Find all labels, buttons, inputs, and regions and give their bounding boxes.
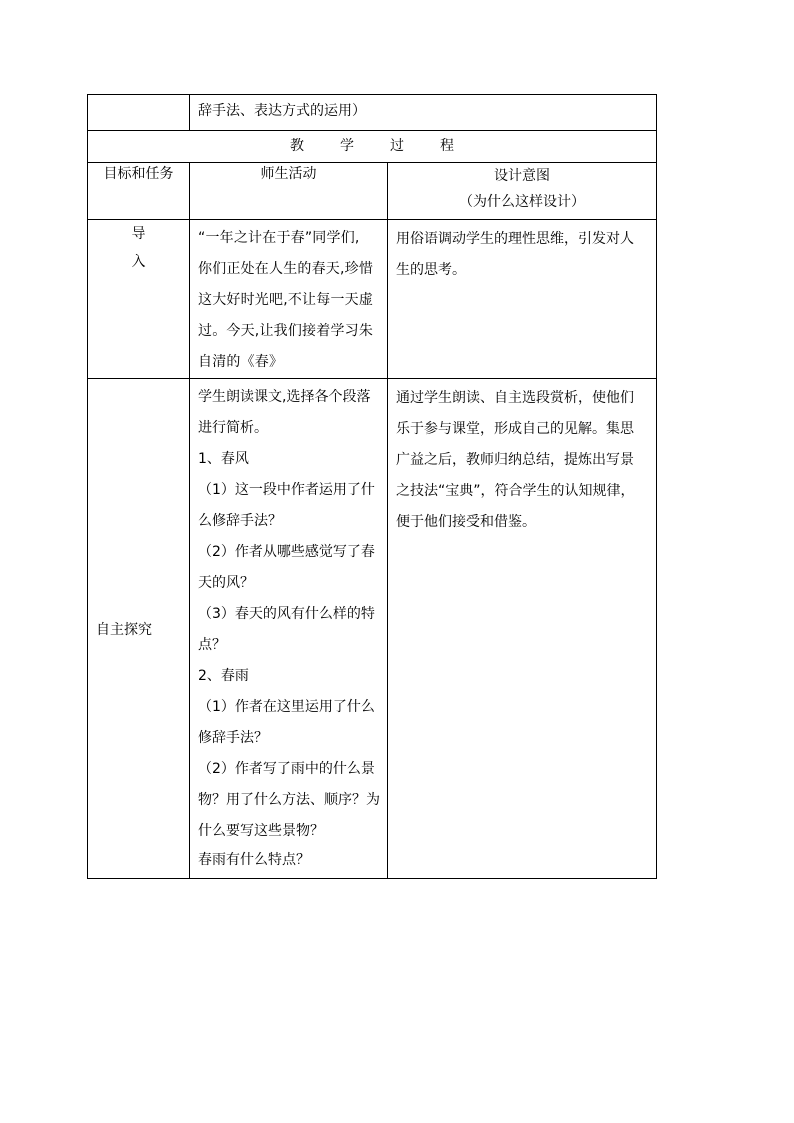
section-title-char: 教 — [290, 138, 304, 154]
explore-intent — [388, 379, 657, 879]
explore-intent-line: 广益之后，教师归纳总结，提炼出写景 — [396, 452, 634, 468]
explore-activity — [190, 379, 388, 879]
intro-intent-line: 用俗语调动学生的理性思维，引发对人 — [396, 231, 634, 247]
section-title-row — [88, 131, 657, 163]
continued-text: 辞手法、表达方式的运用） — [198, 103, 366, 119]
explore-activity-line: 春雨有什么特点？ — [198, 852, 310, 868]
section-title-char: 程 — [440, 138, 454, 154]
explore-activity-line: 么修辞手法？ — [198, 513, 282, 529]
intro-label — [88, 220, 190, 379]
section-title — [88, 131, 657, 163]
explore-activity-line: 什么要写这些景物？ — [198, 823, 324, 839]
explore-intent-line: 便于他们接受和借鉴。 — [396, 514, 536, 530]
lesson-plan-table — [87, 94, 657, 879]
intro-row — [88, 220, 657, 379]
explore-row — [88, 379, 657, 879]
explore-activity-line: （1）作者在这里运用了什么 — [198, 699, 375, 715]
section-title-char: 过 — [390, 138, 404, 154]
intro-label-line2: 入 — [131, 254, 146, 270]
explore-activity-line: （2）作者从哪些感觉写了春 — [198, 544, 375, 560]
explore-activity-line: 2、春雨 — [198, 668, 249, 684]
explore-intent-line: 通过学生朗读、自主选段赏析，使他们 — [396, 390, 634, 406]
header-row — [88, 163, 657, 220]
section-title-char: 学 — [340, 138, 354, 154]
explore-activity-line: （1）这一段中作者运用了什 — [198, 482, 375, 498]
explore-activity-line: 1、春风 — [198, 451, 249, 467]
intro-activity-line: 你们正处在人生的春天,珍惜 — [198, 261, 374, 277]
explore-label: 自主探究 — [88, 379, 190, 879]
explore-activity-line: 修辞手法？ — [198, 730, 268, 746]
intro-intent-line: 生的思考。 — [396, 262, 466, 278]
explore-intent-line: 乐于参与课堂，形成自己的见解。集思 — [396, 421, 634, 437]
header-activities: 师生活动 — [190, 163, 388, 220]
continued-cell — [190, 95, 657, 131]
empty-cell — [88, 95, 190, 131]
intro-intent — [388, 220, 657, 379]
explore-activity-line: 进行简析。 — [198, 420, 268, 436]
intro-activity-line: “一年之计在于春”同学们, — [198, 230, 360, 246]
header-intent-line1: 设计意图 — [494, 168, 550, 184]
explore-activity-line: 点？ — [198, 637, 226, 653]
intro-activity-line: 自清的《春》 — [198, 354, 284, 370]
continued-row — [88, 95, 657, 131]
header-goals: 目标和任务 — [88, 163, 190, 220]
header-intent-line2: （为什么这样设计） — [459, 194, 585, 210]
explore-activity-line: 物？用了什么方法、顺序？为 — [198, 792, 380, 808]
explore-activity-line: 天的风？ — [198, 575, 254, 591]
explore-activity-line: （2）作者写了雨中的什么景 — [198, 761, 375, 777]
intro-activity-line: 过。今天,让我们接着学习朱 — [198, 323, 374, 339]
explore-activity-line: （3）春天的风有什么样的特 — [198, 606, 375, 622]
intro-activity-line: 这大好时光吧,不让每一天虚 — [198, 292, 374, 308]
header-intent — [388, 163, 657, 220]
intro-label-line1: 导 — [131, 226, 146, 242]
explore-intent-line: 之技法“宝典”，符合学生的认知规律， — [396, 483, 635, 499]
explore-activity-line: 学生朗读课文,选择各个段落 — [198, 389, 371, 405]
intro-activity — [190, 220, 388, 379]
